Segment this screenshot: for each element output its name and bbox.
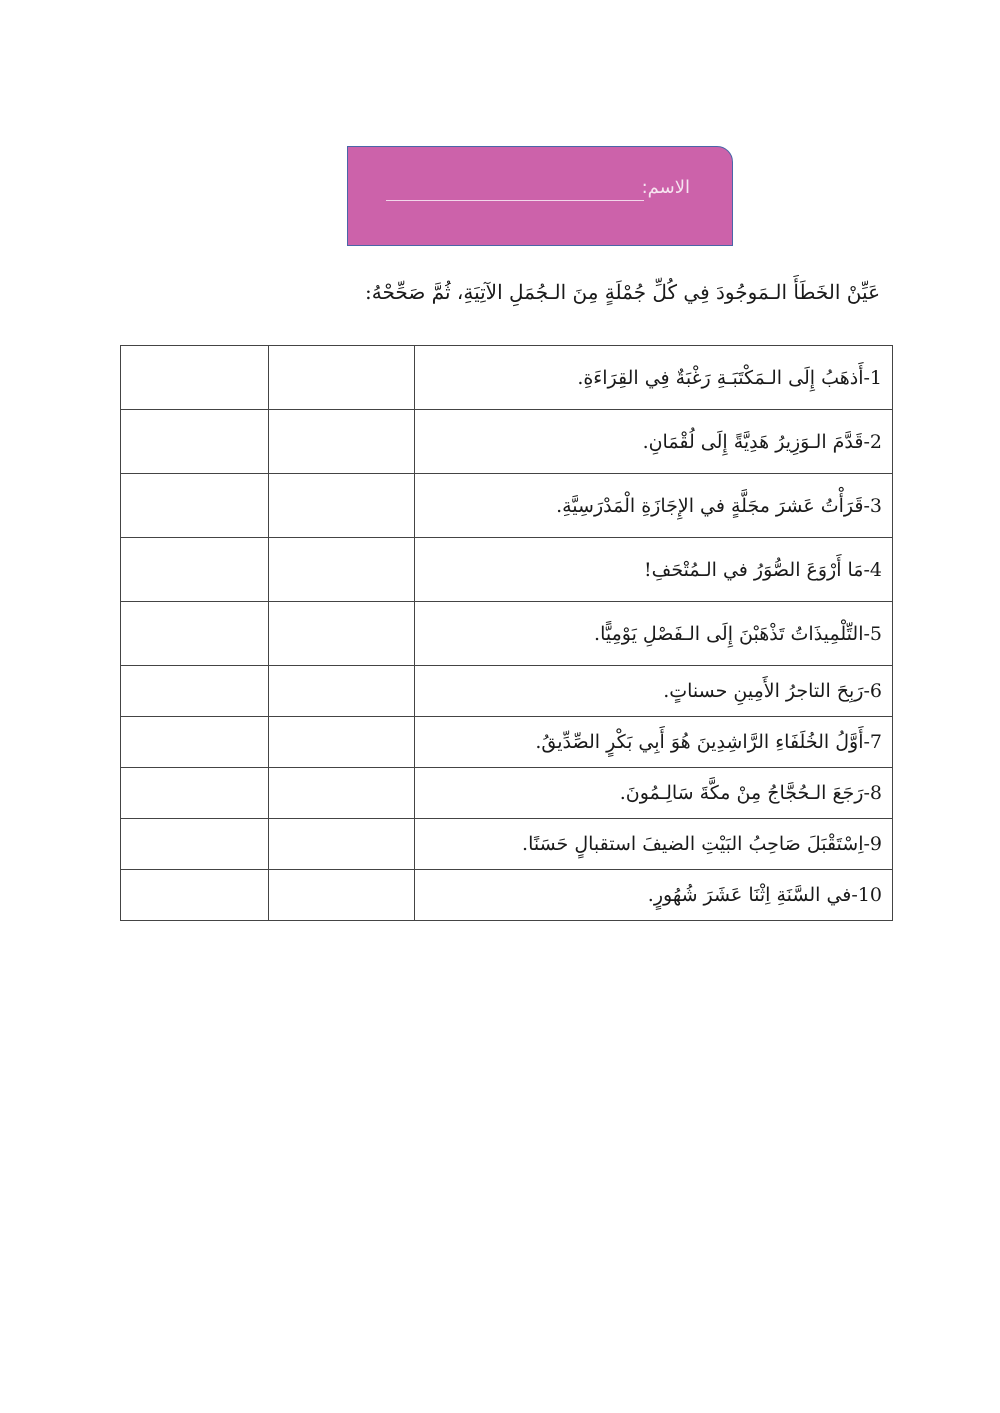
correction-cell[interactable]: [121, 474, 269, 538]
sentence-cell: 2-قَدَّمَ الـوَزِيرُ هَدِيَّةً إِلَى لُقْمَانِ.: [415, 410, 893, 474]
sentence-cell: 8-رَجَعَ الـحُجَّاجُ مِنْ مكَّةَ سَالِـمُونَ.: [415, 768, 893, 819]
correction-cell[interactable]: [121, 870, 269, 921]
instruction-text: عَيِّنْ الخَطَأَ الـمَوجُودَ فِي كُلِّ جُمْلَةٍ مِنَ الـجُمَلِ الآتِيَةِ، ثُمَّ صَحِّحْهُ:: [365, 280, 880, 304]
table-row: [121, 474, 893, 538]
sentence-cell: 3-قَرَأْتُ عَشرَ مجَلَّةٍ في الإِجَازَةِ الْمَدْرَسِيَّةِ.: [415, 474, 893, 538]
error-cell[interactable]: [269, 538, 415, 602]
error-cell[interactable]: [269, 819, 415, 870]
error-cell[interactable]: [269, 717, 415, 768]
sentence-cell: 1-أَذهَبُ إِلَى الـمَكْتَبَـةِ رَغْبَةٌ فِي القِرَاءَةِ.: [415, 346, 893, 410]
sentence-cell: 7-أَوَّلُ الخُلَفَاءِ الرَّاشِدِينَ هُوَ أَبِي بَكْرٍ الصِّدِّيقُ.: [415, 717, 893, 768]
table-row: [121, 666, 893, 717]
sentence-cell: 5-التِّلْمِيذَاتُ تَذْهَبْنَ إِلَى الـفَصْلِ يَوْمِيًّا.: [415, 602, 893, 666]
table-row: [121, 602, 893, 666]
sentence-cell: 6-رَبِحَ التاجرُ الأَمِينِ حسناتٍ.: [415, 666, 893, 717]
table-row: [121, 819, 893, 870]
error-cell[interactable]: [269, 870, 415, 921]
error-cell[interactable]: [269, 602, 415, 666]
correction-cell[interactable]: [121, 768, 269, 819]
correction-cell[interactable]: [121, 410, 269, 474]
sentence-cell: 10-في السَّنَةِ اِثْنَا عَشَرَ شُهُورٍ.: [415, 870, 893, 921]
correction-cell[interactable]: [121, 666, 269, 717]
error-cell[interactable]: [269, 410, 415, 474]
error-cell[interactable]: [269, 666, 415, 717]
correction-cell[interactable]: [121, 602, 269, 666]
table-row: [121, 768, 893, 819]
exercise-table: [120, 345, 893, 921]
correction-cell[interactable]: [121, 717, 269, 768]
sentence-cell: 4-مَا أَرْوَعَ الصُّوَرُ في الـمُتْحَفِ!: [415, 538, 893, 602]
table-row: [121, 538, 893, 602]
error-cell[interactable]: [269, 346, 415, 410]
error-cell[interactable]: [269, 768, 415, 819]
correction-cell[interactable]: [121, 346, 269, 410]
correction-cell[interactable]: [121, 819, 269, 870]
table-row: [121, 346, 893, 410]
name-label: الاسم:: [641, 177, 690, 198]
sentence-cell: 9-اِسْتَقْبَلَ صَاحِبُ البَيْتِ الضيفَ استقبالٍ حَسَنًا.: [415, 819, 893, 870]
correction-cell[interactable]: [121, 538, 269, 602]
name-header-box: [347, 146, 733, 246]
table-row: [121, 410, 893, 474]
name-write-line[interactable]: [386, 200, 644, 201]
table-row: [121, 870, 893, 921]
error-cell[interactable]: [269, 474, 415, 538]
table-row: [121, 717, 893, 768]
